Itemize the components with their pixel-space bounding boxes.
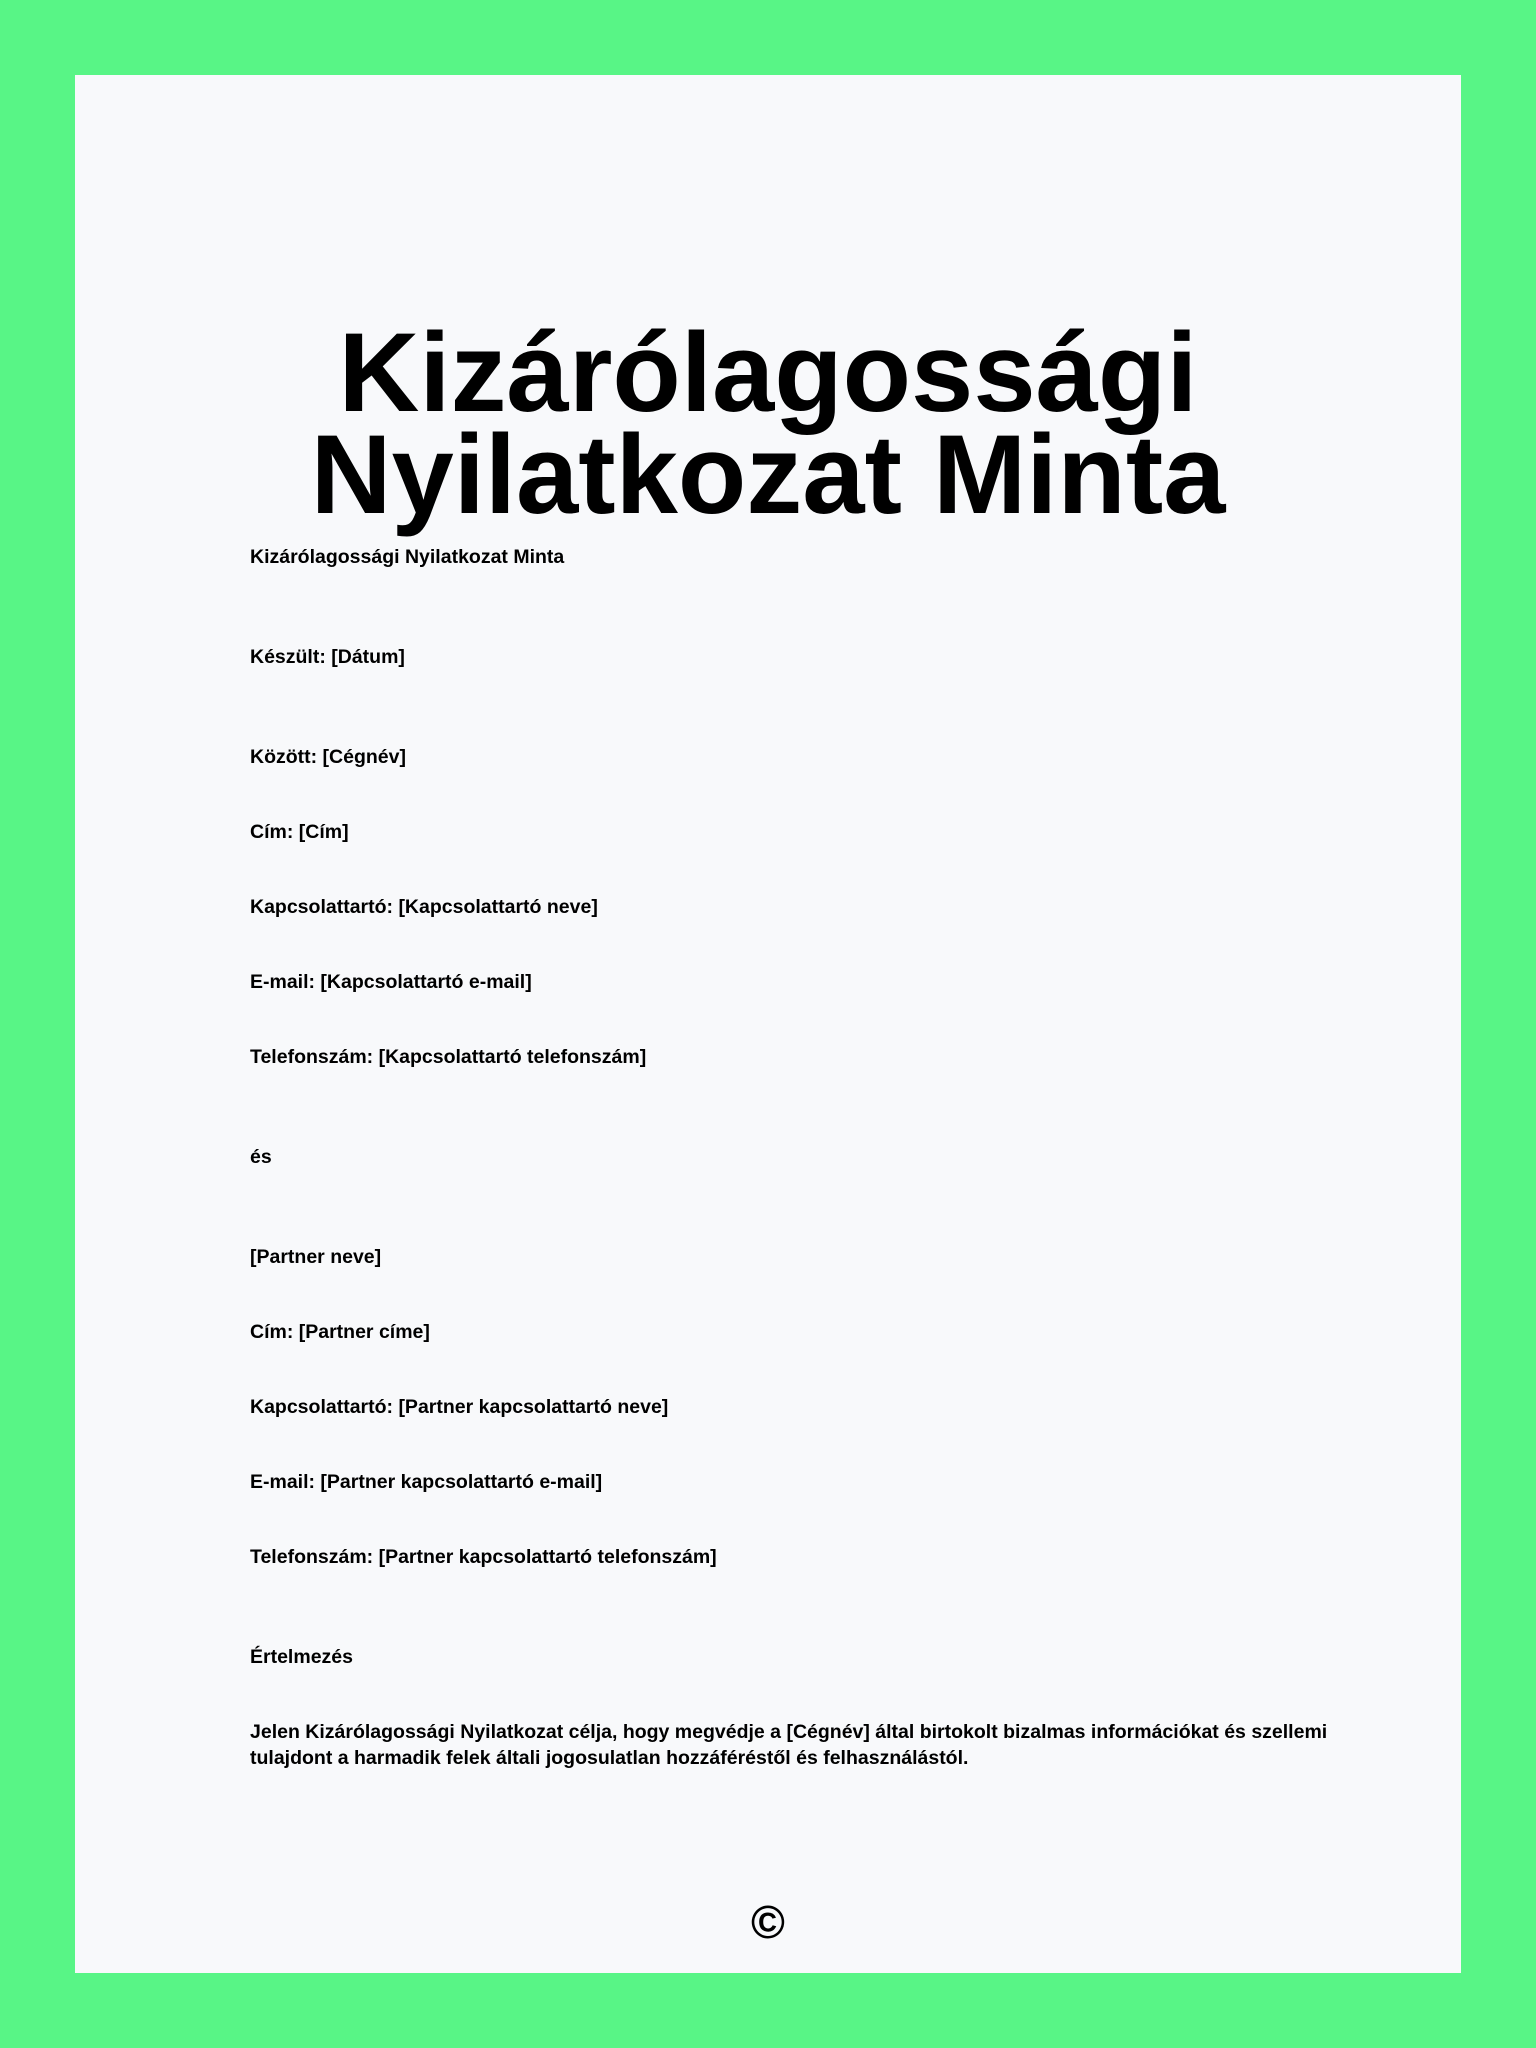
party1-phone: Telefonszám: [Kapcsolattartó telefonszám]: [250, 1046, 647, 1068]
party1-contact: Kapcsolattartó: [Kapcsolattartó neve]: [250, 896, 598, 918]
party2-email: E-mail: [Partner kapcsolattartó e-mail]: [250, 1471, 603, 1493]
party1-company: Között: [Cégnév]: [250, 746, 406, 768]
party1-address: Cím: [Cím]: [250, 821, 349, 843]
document-page: [75, 75, 1461, 1973]
date-line: Készült: [Dátum]: [250, 646, 405, 668]
party1-email: E-mail: [Kapcsolattartó e-mail]: [250, 971, 532, 993]
party2-phone: Telefonszám: [Partner kapcsolattartó telefonszám]: [250, 1546, 717, 1568]
party2-name: [Partner neve]: [250, 1246, 382, 1268]
party2-contact: Kapcsolattartó: [Partner kapcsolattartó neve]: [250, 1396, 669, 1418]
intro-paragraph: Jelen Kizárólagossági Nyilatkozat célja, hogy megvédje a [Cégnév] által birtokolt bizalmas információkat és szellemi tulajdont a harmadik felek általi jogosulatlan hozzáféréstől és felhasználástól.: [250, 1721, 1328, 1769]
party2-address: Cím: [Partner címe]: [250, 1321, 430, 1343]
document-title: Kizárólagossági Nyilatkozat Minta: [310, 310, 1226, 537]
copyright-icon: ©: [751, 1896, 785, 1948]
document-heading: Kizárólagossági Nyilatkozat Minta: [250, 546, 565, 568]
section-title: Értelmezés: [250, 1646, 353, 1668]
and-connector: és: [250, 1146, 272, 1168]
